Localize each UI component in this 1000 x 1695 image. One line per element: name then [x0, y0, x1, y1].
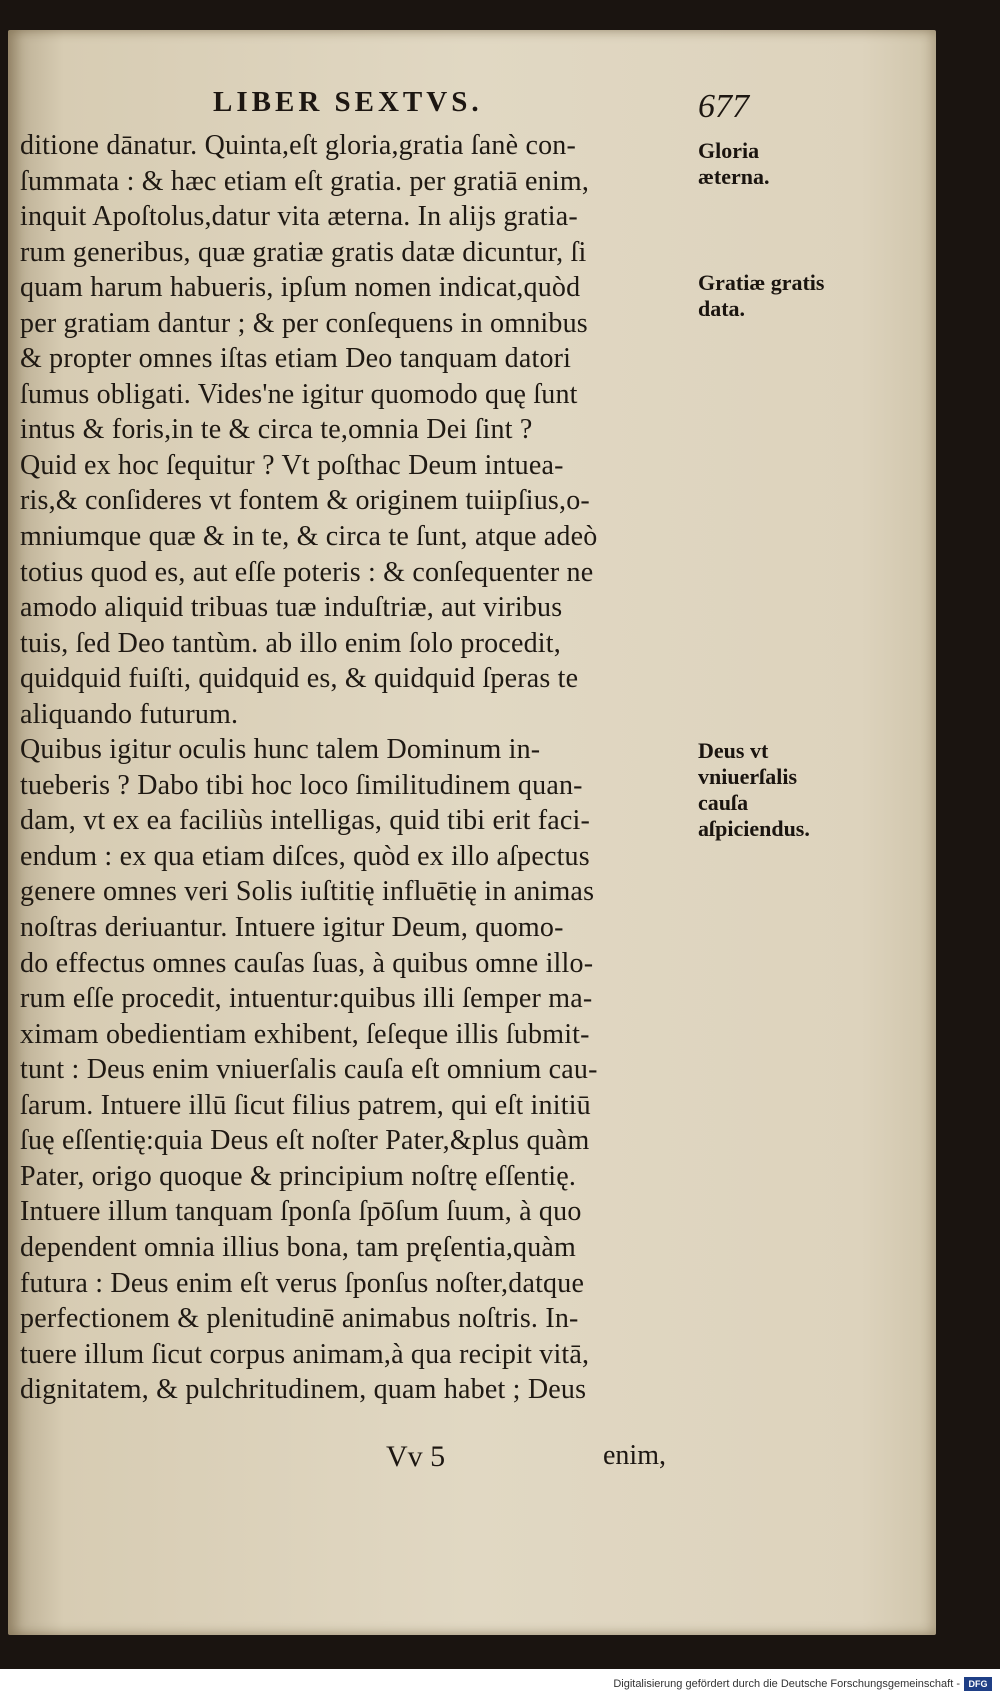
text-line: inquit Apoſtolus,datur vita æterna. In alijs gratia-	[20, 201, 578, 233]
text-line: dam, vt ex ea faciliùs intelligas, quid tibi erit faci-	[20, 805, 591, 837]
text-line: Pater, origo quoque & principium noſtrę eſſentię.	[20, 1160, 577, 1192]
text-line: intus & foris,in te & circa te,omnia Dei ſint ?	[20, 414, 533, 446]
text-line: ditione dānatur. Quinta,eſt gloria,gratia ſanè con-	[20, 130, 577, 161]
text-line: futura : Deus enim eſt verus ſponſus noſter,datque	[20, 1267, 585, 1299]
text-line: tueberis ? Dabo tibi hoc loco ſimilitudinem quan-	[20, 769, 583, 801]
margin-note-deus: Deus vt vniuerſalis cauſa aſpiciendus.	[698, 738, 810, 841]
text-line: ris,& conſideres vt fontem & originem tuiipſius,o-	[20, 485, 590, 517]
body-text	[20, 128, 690, 1408]
digitization-footer	[0, 1669, 1000, 1695]
text-line: tuere illum ſicut corpus animam,à qua recipit vitā,	[20, 1338, 590, 1370]
text-line: aliquando futurum.	[20, 698, 239, 730]
text-line: do effectus omnes cauſas ſuas, à quibus omne illo-	[20, 947, 594, 979]
text-line: amodo aliquid tribuas tuæ induſtriæ, aut viribus	[20, 592, 563, 624]
text-line: totius quod es, aut eſſe poteris : & conſequenter ne	[20, 556, 594, 588]
text-line: Quibus igitur oculis hunc talem Dominum in-	[20, 734, 541, 766]
text-line: ximam obedientiam exhibent, ſeſeque illis ſubmit-	[20, 1018, 590, 1050]
text-line: rum eſſe procedit, intuentur:quibus illi ſemper ma-	[20, 983, 593, 1015]
dfg-logo-icon: DFG	[964, 1677, 992, 1691]
page-number: 677	[698, 88, 749, 125]
book-page	[8, 30, 936, 1635]
signature-mark: Vv 5	[386, 1440, 446, 1473]
text-line: tuis, ſed Deo tantùm. ab illo enim ſolo procedit,	[20, 627, 561, 659]
text-line: dependent omnia illius bona, tam pręſentia,quàm	[20, 1231, 577, 1263]
margin-note-gratiae: Gratiæ gratis data.	[698, 270, 825, 321]
running-head: LIBER SEXTVS.	[213, 86, 483, 118]
text-line: quidquid fuiſti, quidquid es, & quidquid ſperas te	[20, 663, 579, 695]
text-line: ſummata : & hæc etiam eſt gratia. per gratiā enim,	[20, 165, 590, 197]
text-line: genere omnes veri Solis iuſtitię influētię in animas	[20, 876, 595, 908]
text-line: & propter omnes iſtas etiam Deo tanquam datori	[20, 343, 572, 375]
text-line: per gratiam dantur ; & per conſequens in omnibus	[20, 307, 588, 339]
catchword: enim,	[603, 1440, 666, 1471]
footer-credit: Digitalisierung gefördert durch die Deutsche Forschungsgemeinschaft -	[613, 1678, 960, 1690]
text-line: perfectionem & plenitudinē animabus noſtris. In-	[20, 1303, 579, 1335]
text-line: ſumus obligati. Vides'ne igitur quomodo quę ſunt	[20, 378, 578, 410]
text-line: rum generibus, quæ gratiæ gratis datæ dicuntur, ſi	[20, 236, 587, 268]
text-line: ſarum. Intuere illū ſicut filius patrem, qui eſt initiū	[20, 1089, 591, 1121]
text-line: ſuę eſſentię:quia Deus eſt noſter Pater,&plus quàm	[20, 1125, 590, 1157]
text-line: quam harum habueris, ipſum nomen indicat,quòd	[20, 272, 581, 304]
text-line: mniumque quæ & in te, & circa te ſunt, atque adeò	[20, 521, 598, 553]
text-line: noſtras deriuantur. Intuere igitur Deum, quomo-	[20, 912, 564, 944]
margin-note-gloria: Gloria æterna.	[698, 138, 770, 189]
text-line: Intuere illum tanquam ſponſa ſpōſum ſuum, à quo	[20, 1196, 582, 1228]
text-line: tunt : Deus enim vniuerſalis cauſa eſt omnium cau-	[20, 1054, 598, 1086]
text-line: endum : ex qua etiam diſces, quòd ex illo aſpectus	[20, 840, 590, 872]
text-line: Quid ex hoc ſequitur ? Vt poſthac Deum intuea-	[20, 449, 564, 481]
text-line: dignitatem, & pulchritudinem, quam habet ; Deus	[20, 1374, 587, 1406]
